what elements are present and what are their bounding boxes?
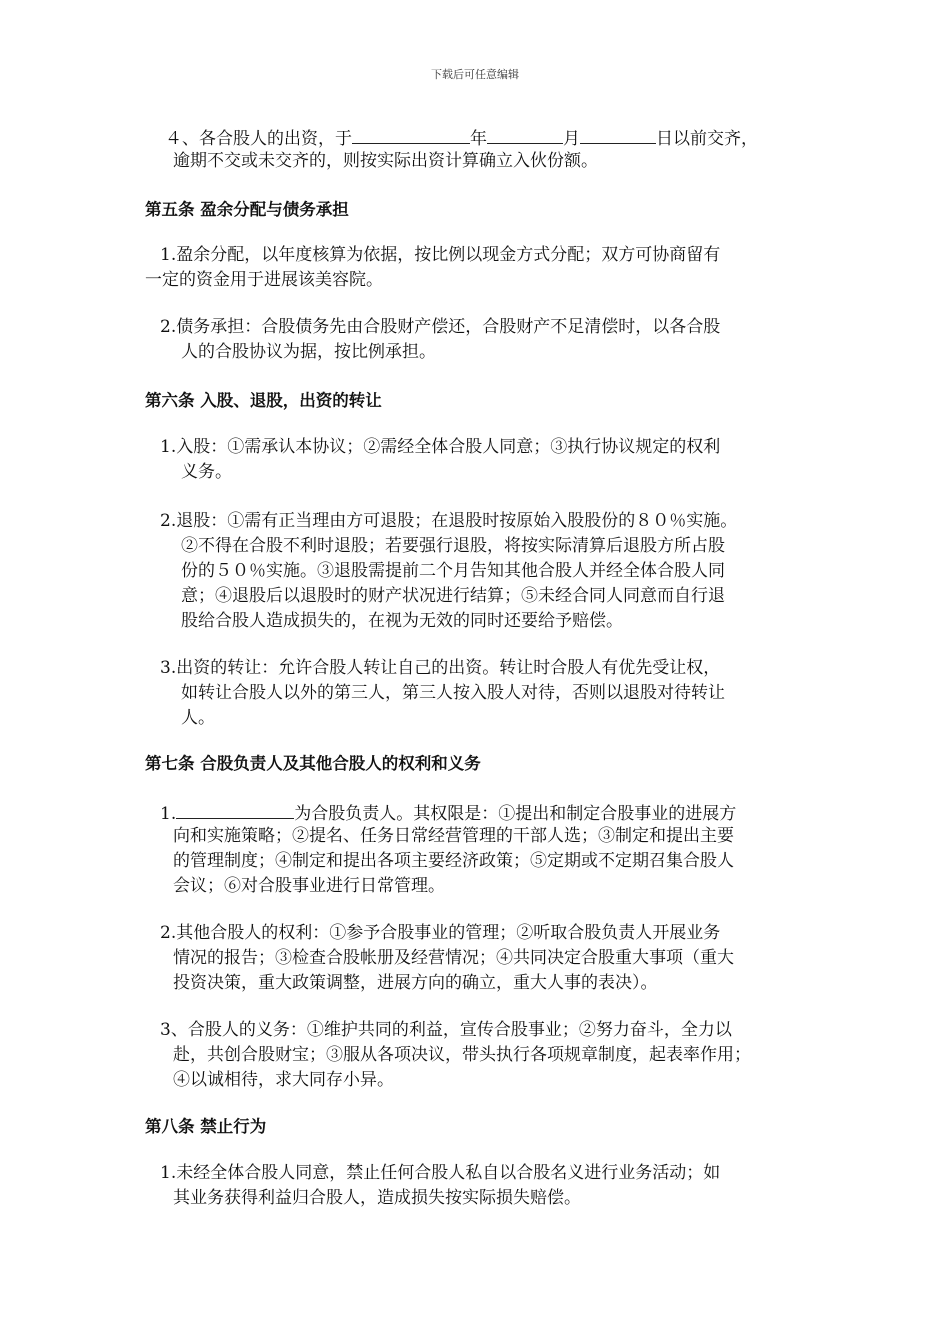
- art8-p1-line2: 其业务获得利益归合股人，造成损失按实际损失赔偿。: [173, 1188, 581, 1208]
- item4-line2: 逾期不交或未交齐的，则按实际出资计算确立入伙份额。: [173, 151, 598, 171]
- art6-p1-line2: 义务。: [181, 462, 232, 482]
- art5-p1-line1: 1.盈余分配，以年度核算为依据，按比例以现金方式分配；双方可协商留有: [160, 245, 721, 265]
- article7-title: 第七条 合股负责人及其他合股人的权利和义务: [145, 754, 481, 773]
- art6-p1-line1: 1.入股：①需承认本协议；②需经全体合股人同意；③执行协议规定的权利: [160, 437, 721, 457]
- item4-year: 年: [470, 129, 487, 149]
- item4-month: 月: [563, 129, 580, 149]
- art6-p2-line3: 份的５０％实施。③退股需提前二个月告知其他合股人并经全体合股人同: [181, 561, 725, 581]
- leader-name-blank: [176, 799, 294, 819]
- art5-p2-line2: 人的合股协议为据，按比例承担。: [181, 342, 436, 362]
- page-header-note: 下载后可任意编辑: [431, 68, 519, 81]
- day-blank: [580, 124, 656, 144]
- article5-title: 第五条 盈余分配与债务承担: [145, 200, 349, 219]
- art7-p1-line1: [160, 799, 736, 827]
- art7-p2-line3: 投资决策，重大政策调整，进展方向的确立，重大人事的表决）。: [173, 973, 658, 993]
- art5-p2-line1: 2.债务承担：合股债务先由合股财产偿还，合股财产不足清偿时，以各合股: [160, 317, 721, 337]
- art7-p3-line3: ④以诚相待，求大同存小异。: [173, 1070, 394, 1090]
- art7-p2-line1: 2.其他合股人的权利：①参予合股事业的管理；②听取合股负责人开展业务: [160, 923, 721, 943]
- art7-p2-line2: 情况的报告；③检查合股帐册及经营情况；④共同决定合股重大事项（重大: [173, 948, 734, 968]
- art7-p3-line1: 3、合股人的义务：①维护共同的利益，宣传合股事业；②努力奋斗，全力以: [160, 1020, 732, 1040]
- art7-p1-line2: 向和实施策略；②提名、任务日常经营管理的干部人选；③制定和提出主要: [173, 826, 734, 846]
- year-blank: [352, 124, 470, 144]
- art6-p3-line2: 如转让合股人以外的第三人，第三人按入股人对待，否则以退股对待转让: [181, 683, 725, 703]
- art7-p1-line3: 的管理制度；④制定和提出各项主要经济政策；⑤定期或不定期召集合股人: [173, 851, 734, 871]
- article6-title: 第六条 入股、退股，出资的转让: [145, 391, 382, 410]
- item4-day-suffix: 日以前交齐，: [656, 129, 758, 149]
- month-blank: [487, 124, 563, 144]
- item4-line1: [165, 124, 758, 152]
- art6-p2-line4: 意；④退股后以退股时的财产状况进行结算；⑤未经合同人同意而自行退: [181, 586, 725, 606]
- art7-p1-prefix: 1.: [160, 804, 177, 824]
- art6-p2-line1: 2.退股：①需有正当理由方可退股；在退股时按原始入股股份的８０％实施。: [160, 511, 738, 531]
- art6-p2-line2: ②不得在合股不利时退股；若要强行退股，将按实际清算后退股方所占股: [181, 536, 725, 556]
- art7-p3-line2: 赴，共创合股财宝；③服从各项决议，带头执行各项规章制度，起表率作用；: [173, 1045, 751, 1065]
- art6-p2-line5: 股给合股人造成损失的，在视为无效的同时还要给予赔偿。: [181, 611, 623, 631]
- art5-p1-line2: 一定的资金用于进展该美容院。: [145, 270, 383, 290]
- art7-p1-line4: 会议；⑥对合股事业进行日常管理。: [173, 876, 445, 896]
- item4-prefix: ４、各合股人的出资，于: [165, 129, 352, 149]
- art6-p3-line1: 3.出资的转让：允许合股人转让自己的出资。转让时合股人有优先受让权，: [160, 658, 721, 678]
- art6-p3-line3: 人。: [181, 708, 215, 728]
- art7-p1-first: 为合股负责人。其权限是：①提出和制定合股事业的进展方: [294, 804, 737, 824]
- art8-p1-line1: 1.未经全体合股人同意，禁止任何合股人私自以合股名义进行业务活动；如: [160, 1163, 721, 1183]
- article8-title: 第八条 禁止行为: [145, 1117, 267, 1136]
